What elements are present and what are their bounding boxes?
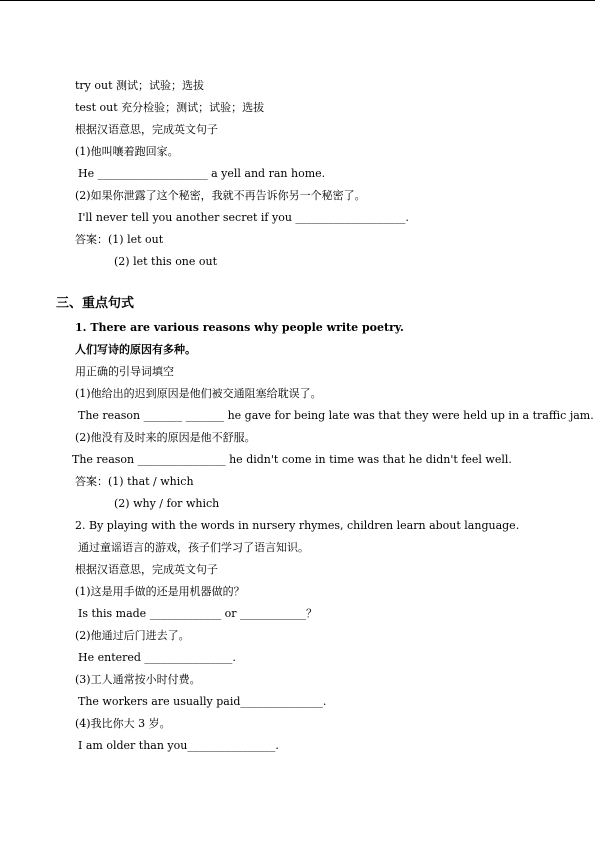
top-rule bbox=[0, 0, 595, 1]
question-cn-2: (2)他没有及时来的原因是他不舒服。 bbox=[75, 431, 256, 444]
question-en-1: Is this made _____________ or ____________？ bbox=[78, 607, 318, 620]
instruction: 用正确的引导词填空 bbox=[75, 365, 174, 378]
question-en-4: I am older than you________________. bbox=[78, 739, 279, 752]
answer-1: 答案：(1) that / which bbox=[75, 475, 194, 488]
question-en-3: The workers are usually paid_______________. bbox=[78, 695, 327, 708]
answer-2: (2) let this one out bbox=[114, 255, 218, 268]
question-en-2: He entered ________________. bbox=[78, 651, 236, 664]
question-en-2: I'll never tell you another secret if you ____________________. bbox=[78, 211, 409, 224]
instruction: 根据汉语意思，完成英文句子 bbox=[75, 563, 218, 576]
question-cn-4: (4)我比你大 3 岁。 bbox=[75, 717, 171, 730]
vocab-test-out: test out 充分检验；测试；试验；选拔 bbox=[75, 101, 265, 114]
question-cn-3: (3)工人通常按小时付费。 bbox=[75, 673, 201, 686]
vocab-try-out: try out 测试；试验；选拔 bbox=[75, 79, 205, 92]
question-cn-2: (2)如果你泄露了这个秘密，我就不再告诉你另一个秘密了。 bbox=[75, 189, 366, 202]
key-sentence-2: 2. By playing with the words in nursery rhymes, children learn about language. bbox=[75, 519, 520, 532]
key-sentence-2-translation: 通过童谣语言的游戏，孩子们学习了语言知识。 bbox=[78, 541, 309, 554]
question-cn-1: (1)他叫嚷着跑回家。 bbox=[75, 145, 179, 158]
question-en-1: The reason _______ _______ he gave for being late was that they were held up in a traffic jam. bbox=[78, 409, 594, 422]
answer-2: (2) why / for which bbox=[114, 497, 220, 510]
question-en-2: The reason ________________ he didn't come in time was that he didn't feel well. bbox=[72, 453, 512, 466]
question-cn-1: (1)这是用手做的还是用机器做的？ bbox=[75, 585, 245, 598]
question-en-1: He ____________________ a yell and ran home. bbox=[78, 167, 326, 180]
question-cn-1: (1)他给出的迟到原因是他们被交通阻塞给耽误了。 bbox=[75, 387, 322, 400]
answer-1: 答案：(1) let out bbox=[75, 233, 164, 246]
key-sentence-1: 1. There are various reasons why people write poetry. bbox=[75, 321, 404, 334]
question-cn-2: (2)他通过后门进去了。 bbox=[75, 629, 190, 642]
section-title: 三、重点句式 bbox=[56, 296, 135, 311]
key-sentence-1-translation: 人们写诗的原因有多种。 bbox=[75, 343, 196, 356]
instruction: 根据汉语意思，完成英文句子 bbox=[75, 123, 218, 136]
